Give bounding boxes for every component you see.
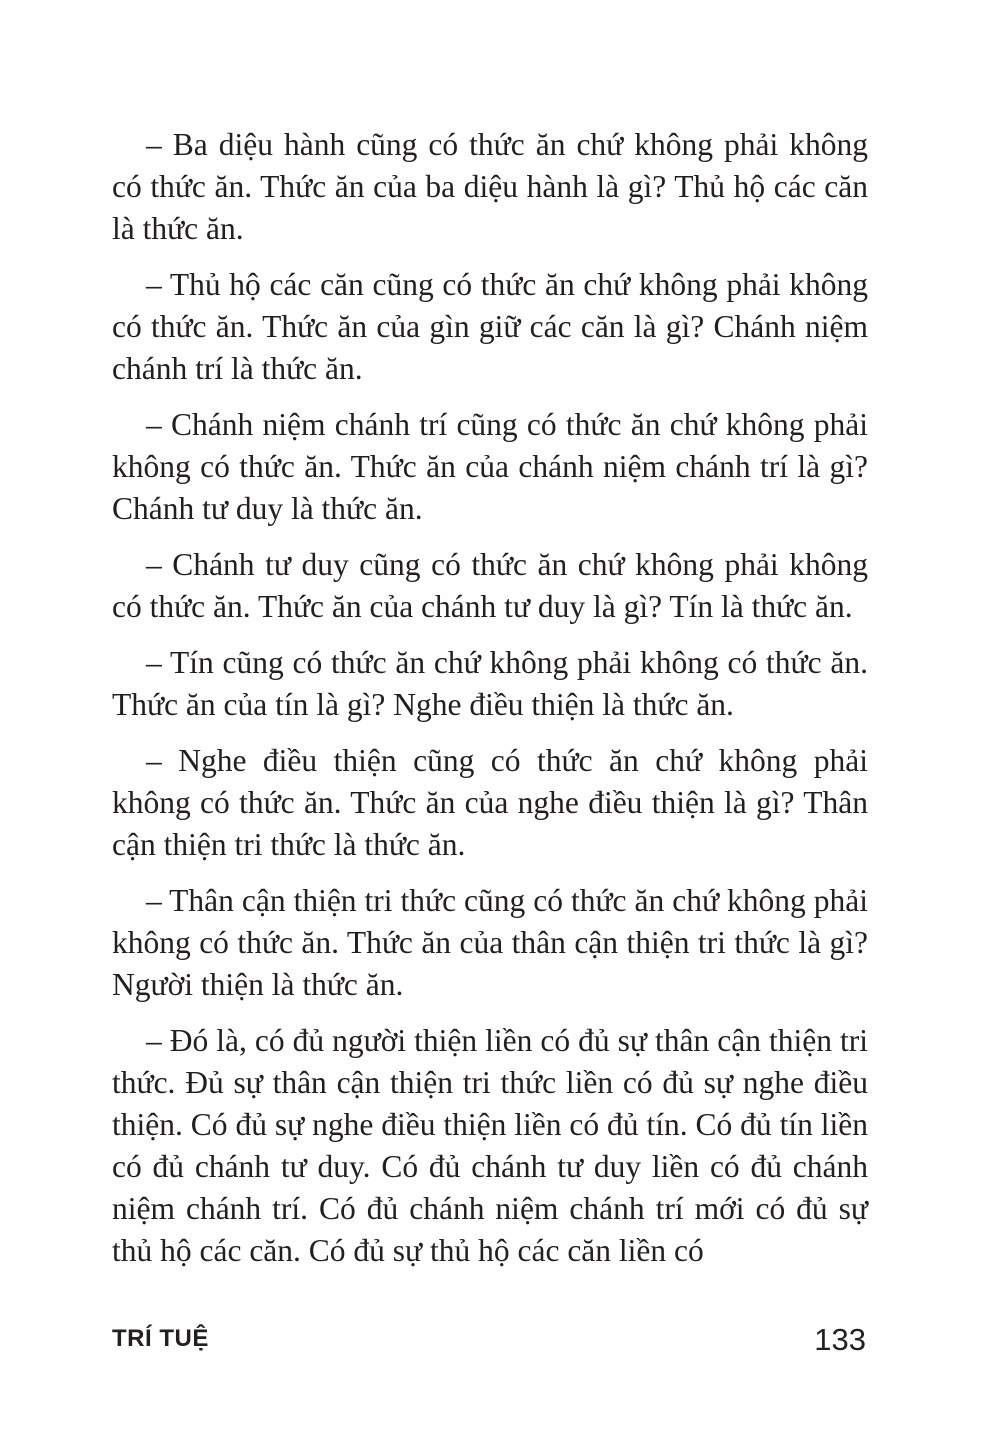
paragraph: – Nghe điều thiện cũng có thức ăn chứ không phải không có thức ăn. Thức ăn của nghe điều thiện là gì? Thân cận thiện tri thức là thức ăn. <box>112 743 868 862</box>
paragraph: – Chánh tư duy cũng có thức ăn chứ không phải không có thức ăn. Thức ăn của chánh tư duy là gì? Tín là thức ăn. <box>112 547 868 624</box>
page-number: 133 <box>814 1322 866 1357</box>
paragraph: – Đó là, có đủ người thiện liền có đủ sự thân cận thiện tri thức. Đủ sự thân cận thiện tri thức liền có đủ sự nghe điều thiện. Có đủ sự nghe điều thiện liền có đủ tín. Có đủ tín liền có đủ chánh tư duy. Có đủ chánh tư duy liền có đủ chánh niệm chánh trí. Có đủ chánh niệm chánh trí mới có đủ sự thủ hộ các căn. Có đủ sự thủ hộ các căn liền có <box>112 1023 868 1268</box>
paragraph: – Tín cũng có thức ăn chứ không phải không có thức ăn. Thức ăn của tín là gì? Nghe điều thiện là thức ăn. <box>112 645 868 722</box>
paragraph: – Chánh niệm chánh trí cũng có thức ăn chứ không phải không có thức ăn. Thức ăn của chánh niệm chánh trí là gì? Chánh tư duy là thức ăn. <box>112 407 868 526</box>
paragraph: – Thủ hộ các căn cũng có thức ăn chứ không phải không có thức ăn. Thức ăn của gìn giữ các căn là gì? Chánh niệm chánh trí là thức ăn. <box>112 267 868 386</box>
running-footer-title: TRÍ TUỆ <box>112 1325 209 1352</box>
paragraph: – Thân cận thiện tri thức cũng có thức ăn chứ không phải không có thức ăn. Thức ăn của thân cận thiện tri thức là gì? Người thiện là thức ăn. <box>112 883 868 1002</box>
paragraph: – Ba diệu hành cũng có thức ăn chứ không phải không có thức ăn. Thức ăn của ba diệu hành là gì? Thủ hộ các căn là thức ăn. <box>112 127 868 246</box>
body-text <box>112 124 868 1272</box>
